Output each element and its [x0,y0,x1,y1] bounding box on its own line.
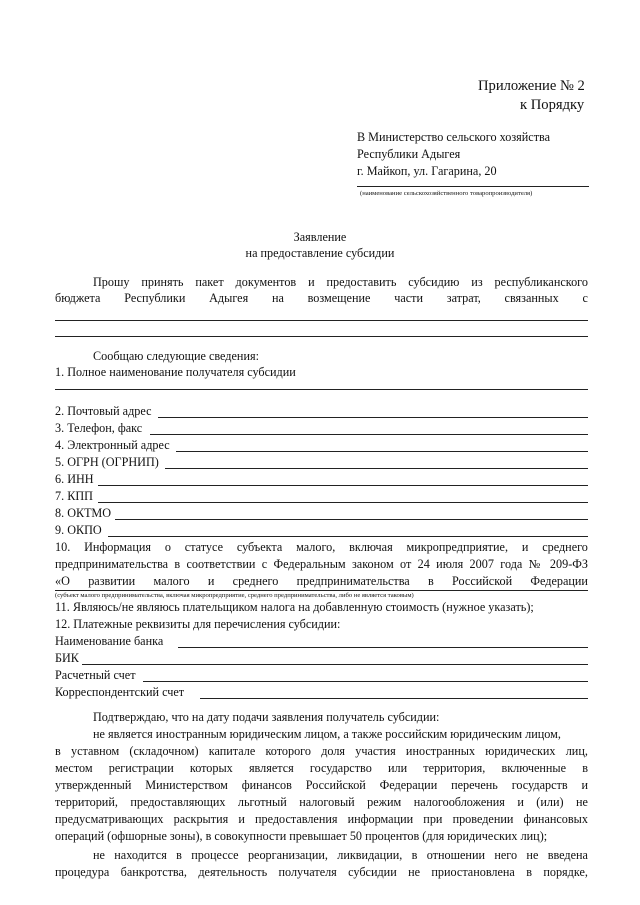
word: 10. [55,540,71,554]
word: введена [547,848,588,862]
word: банкротства, [120,865,187,879]
word: местом [55,761,93,775]
word: не [93,848,105,862]
word: и [581,778,588,792]
word: Федерации [379,778,438,792]
word: налоговый [299,795,355,809]
word: из [471,275,483,289]
field-ogrn-label: 5. ОГРН (ОГРНИП) [55,455,159,469]
word: получателя [278,865,337,879]
confirm-p2-line-2 [55,865,588,880]
word: Прошу [93,275,130,289]
word: связанных [504,291,559,305]
word: о [164,540,171,554]
word: в [428,574,434,588]
kpp-line[interactable] [98,502,588,503]
word: налогообложения [413,795,505,809]
word: является [248,761,294,775]
word: (складочном) [129,744,199,758]
sme-status-line[interactable] [55,590,588,591]
word: предпринимательства [296,574,410,588]
addressee-line-3: г. Майкоп, ул. Гагарина, 20 [357,164,497,178]
word: пакет [195,275,224,289]
ogrn-line[interactable] [165,468,588,469]
word: регистрации [108,761,174,775]
email-line[interactable] [176,451,588,452]
word: на [271,291,284,305]
corr-account-label: Корреспондентский счет [55,685,185,699]
addressee-line-1: В Министерство сельского хозяйства [357,130,551,144]
word: в [55,744,61,758]
word: него [494,848,518,862]
confirm-intro: Подтверждаю, что на дату подачи заявления получатель субсидии: [93,710,440,724]
word: среднего [542,540,588,554]
confirm-p1-line-2 [55,744,588,759]
confirm-p1-line-3 [55,761,588,776]
word: лиц, [565,744,588,758]
word: Министерством [145,778,228,792]
word: в [582,761,588,775]
word: финансовых [523,812,588,826]
word: в [411,848,418,862]
word: ликвидации, [337,848,403,862]
word: среднего [232,574,279,588]
word: Информация [84,540,151,554]
word: и [308,275,315,289]
word: или [387,761,408,775]
word: при [423,812,443,826]
word: и [521,540,529,554]
word: и [517,795,524,809]
word: капитале [208,744,256,758]
field-kpp-label: 7. КПП [55,489,93,503]
word: финансов [241,778,292,792]
field-full-name-label: 1. Полное наименование получателя субсидии [55,365,296,379]
field-phone-fax-label: 3. Телефон, факс [55,421,143,435]
word: возмещение [307,291,371,305]
word: в [176,848,182,862]
bank-name-line[interactable] [178,647,588,648]
word: проведении [452,812,514,826]
appendix-reference: к Порядку [520,97,585,113]
word: включенные [501,761,567,775]
word: не [575,795,588,809]
field-okpo-label: 9. ОКПО [55,523,102,537]
word: и [207,574,215,588]
bik-label: БИК [55,651,79,665]
word: (или) [536,795,564,809]
word: республиканского [494,275,588,289]
field-sme-status-line-2: предпринимательства в соответствии с Федеральным законом от 24 июля 2007 года № 209-ФЗ [55,557,588,571]
word: иностранных [405,744,476,758]
word: микропредприятие, [406,540,508,554]
producer-name-line[interactable] [357,186,589,187]
request-line-2 [55,291,588,306]
word: доля [321,744,346,758]
word: находится [114,848,167,862]
word: государств [511,778,568,792]
word: порядке, [543,865,588,879]
postal-address-line[interactable] [158,417,588,418]
word: государство [309,761,372,775]
field-vat-status: 11. Являюсь/не являюсь плательщиком налога на добавленную стоимость (нужное указать); [55,600,534,614]
field-oktmo-label: 8. ОКТМО [55,506,112,520]
appendix-number: Приложение № 2 [478,78,585,94]
field-email-label: 4. Электронный адрес [55,438,170,452]
bank-name-label: Наименование банка [55,634,164,648]
word: и [238,812,245,826]
word: территорий, [55,795,118,809]
word: информации [347,812,414,826]
word: принять [141,275,184,289]
phone-fax-line[interactable] [150,434,588,435]
addressee-line-2: Республики Адыгея [357,147,461,161]
word: субъекта [236,540,283,554]
confirm-p1-line-1: не является иностранным юридическим лицом, а также российским юридическим лицом, [93,727,561,741]
word: деятельность [198,865,268,879]
word: Российской [305,778,366,792]
word: перечень [451,778,498,792]
word: уставном [70,744,120,758]
word: режим [367,795,402,809]
document-title: Заявление [293,230,347,244]
word: затрат, [446,291,481,305]
confirm-p1-line-6 [55,812,588,827]
word: Республики [124,291,186,305]
word: которых [189,761,233,775]
word: предоставить [326,275,397,289]
confirm-p1-line-5 [55,795,588,810]
word: участия [355,744,396,758]
okpo-line[interactable] [108,536,588,537]
bik-line[interactable] [82,664,588,665]
word: включая [349,540,393,554]
word: отношении [426,848,485,862]
word: утвержденный [55,778,132,792]
word: малого, [296,540,336,554]
word: бюджета [55,291,101,305]
request-line-1 [93,275,588,290]
word: документов [235,275,297,289]
word: в [526,865,532,879]
word: субсидии [348,865,397,879]
word: территория, [423,761,486,775]
word: льготный [237,795,287,809]
confirm-p1-line-4 [55,778,588,793]
field-inn-label: 6. ИНН [55,472,94,486]
word: статусе [184,540,223,554]
oktmo-line[interactable] [115,519,588,520]
field-sme-status-line-3 [55,574,588,589]
word: не [526,848,539,862]
field-postal-address-label: 2. Почтовый адрес [55,404,152,418]
confirm-p2-line-1 [93,848,588,863]
document-subtitle: на предоставление субсидии [245,246,395,260]
word: предоставляющих [130,795,226,809]
word: процедура [55,865,110,879]
sme-status-caption: (субъект малого предпринимательства, включая микропредприятие, среднего предпринимательства, либо не является таковым) [55,592,414,599]
request-blank-line-2[interactable] [55,336,588,337]
word: «О [55,574,70,588]
full-name-blank-line[interactable] [55,389,588,390]
word: малого [153,574,190,588]
info-intro: Сообщаю следующие сведения: [93,349,259,363]
producer-caption: (наименование сельскохозяйственного товаропроизводителя) [360,190,533,197]
word: части [394,291,423,305]
word: предусматривающих [55,812,164,826]
word: процессе [191,848,239,862]
word: Российской [452,574,513,588]
word: юридических [485,744,556,758]
word: реорганизации, [247,848,328,862]
word: раскрытия [173,812,229,826]
word: приостановлена [431,865,515,879]
field-payment-details-label: 12. Платежные реквизиты для перечисления субсидии: [55,617,341,631]
inn-line[interactable] [98,485,588,486]
confirm-p1-line-7: операций (офшорные зоны), в совокупности превышает 50 процентов (для юридических лиц); [55,829,548,843]
account-line[interactable] [143,681,588,682]
account-label: Расчетный счет [55,668,136,682]
word: которого [265,744,311,758]
word: Федерации [530,574,588,588]
field-sme-status-line-1 [55,540,588,555]
word: развитии [88,574,136,588]
word: субсидию [408,275,460,289]
word: с [582,291,588,305]
corr-account-line[interactable] [200,698,588,699]
word: не [408,865,421,879]
request-blank-line-1[interactable] [55,320,588,321]
word: Адыгея [209,291,249,305]
word: предоставления [254,812,338,826]
